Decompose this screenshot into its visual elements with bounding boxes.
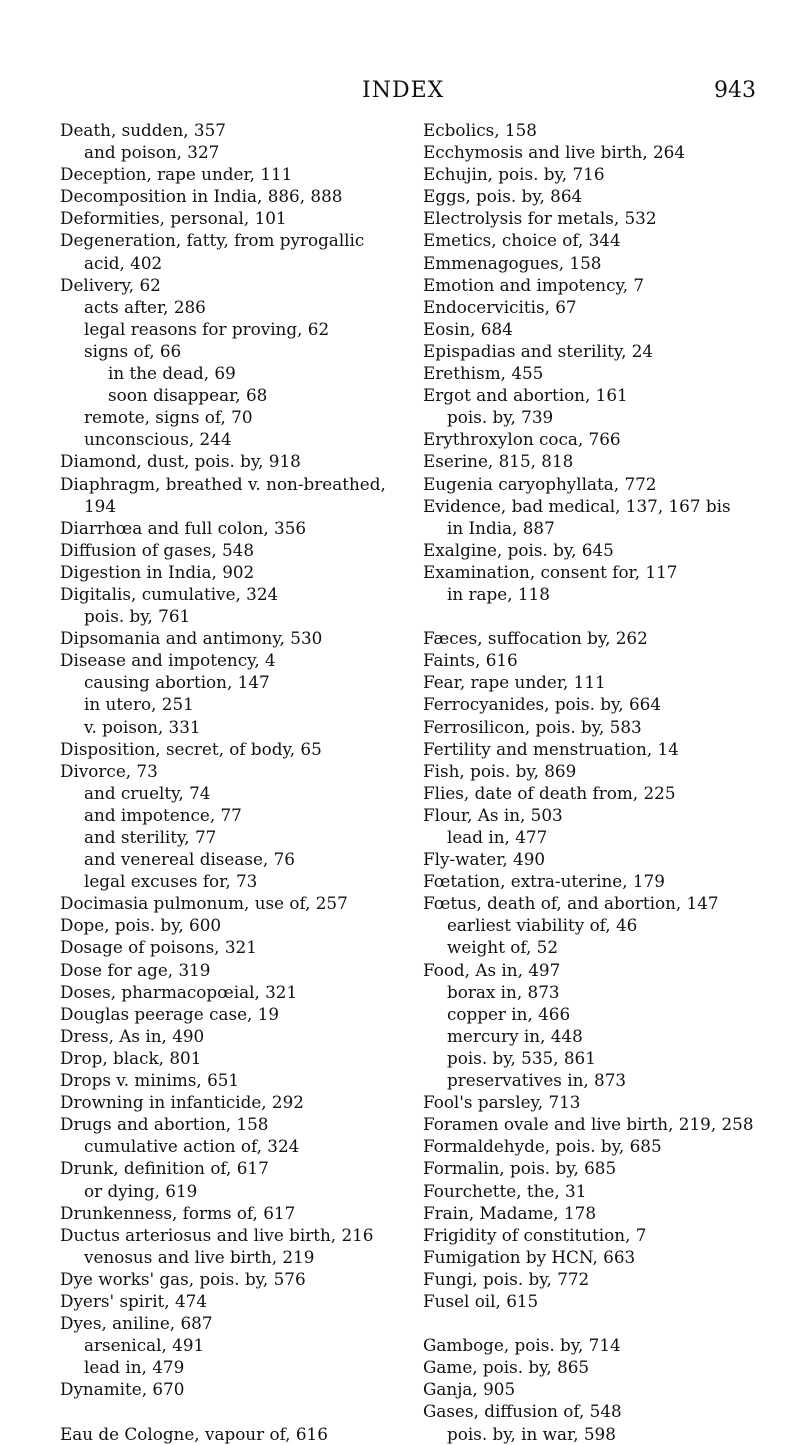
index-entry: Electrolysis for metals, 532 [423, 208, 657, 229]
index-entry: Eugenia caryophyllata, 772 [423, 473, 657, 494]
index-entry: Game, pois. by, 865 [423, 1357, 590, 1378]
index-subentry: v. poison, 331 [84, 716, 201, 737]
index-subentry: in rape, 118 [447, 583, 550, 604]
index-entry: Fœtus, death of, and abortion, 147 [423, 893, 719, 914]
index-subentry: and cruelty, 74 [84, 782, 211, 803]
index-entry: Evidence, bad medical, 137, 167 bis [423, 495, 731, 516]
index-subentry: and venereal disease, 76 [84, 849, 295, 870]
index-subentry: weight of, 52 [447, 937, 559, 958]
index-entry: Emotion and impotency, 7 [423, 274, 645, 295]
index-subentry: in utero, 251 [84, 694, 194, 715]
index-entry: Fungi, pois. by, 772 [423, 1268, 590, 1289]
index-entry: Drop, black, 801 [60, 1047, 202, 1068]
index-subentry: and sterility, 77 [84, 827, 217, 847]
index-subentry: arsenical, 491 [84, 1335, 205, 1356]
index-entry: Drops v. minims, 651 [60, 1070, 240, 1091]
index-entry: Dipsomania and antimony, 530 [60, 628, 323, 649]
index-entry: Emetics, choice of, 344 [423, 230, 621, 251]
section-gap [423, 605, 793, 627]
index-entry: Foramen ovale and live birth, 219, 258 [423, 1114, 754, 1135]
index-subentry: venosus and live birth, 219 [84, 1246, 315, 1267]
index-entry: Degeneration, fatty, from pyrogallic [60, 230, 365, 251]
index-entry: Endocervicitis, 67 [423, 296, 577, 317]
index-entry: Deformities, personal, 101 [60, 208, 287, 229]
index-entry: Dynamite, 670 [60, 1379, 185, 1400]
index-entry: Frigidity of constitution, 7 [423, 1224, 647, 1245]
index-entry: Douglas peerage case, 19 [60, 1003, 280, 1024]
index-entry: Fly-water, 490 [423, 849, 546, 870]
index-entry: Fumigation by HCN, 663 [423, 1246, 636, 1267]
index-subentry: acid, 402 [84, 252, 163, 273]
index-entry: Disposition, secret, of body, 65 [60, 738, 322, 759]
index-subentry: and impotence, 77 [84, 804, 242, 825]
index-entry: Formalin, pois. by, 685 [423, 1158, 617, 1179]
index-entry: Fear, rape under, 111 [423, 672, 606, 693]
index-subentry: causing abortion, 147 [84, 672, 270, 693]
index-entry: Formaldehyde, pois. by, 685 [423, 1136, 662, 1157]
index-entry: Digitalis, cumulative, 324 [60, 583, 279, 604]
index-entry: Drowning in infanticide, 292 [60, 1092, 304, 1113]
index-entry: Fish, pois. by, 869 [423, 760, 577, 781]
index-entry: Fæces, suffocation by, 262 [423, 628, 648, 649]
index-subentry: or dying, 619 [84, 1180, 198, 1201]
index-subentry: in the dead, 69 [108, 363, 236, 384]
index-entry: Eau de Cologne, vapour of, 616 [60, 1423, 328, 1444]
index-entry: Faints, 616 [423, 650, 518, 671]
index-entry: Dyes, aniline, 687 [60, 1313, 213, 1334]
index-entry: Examination, consent for, 117 [423, 561, 678, 582]
index-subentry: preservatives in, 873 [447, 1070, 627, 1091]
page-header [0, 78, 801, 106]
index-entry: Ergot and abortion, 161 [423, 385, 628, 406]
index-entry: Diarrhœa and full colon, 356 [60, 517, 307, 538]
index-entry: Dyers' spirit, 474 [60, 1290, 207, 1311]
index-entry: Gamboge, pois. by, 714 [423, 1335, 621, 1356]
index-subentry: in India, 887 [447, 517, 555, 538]
index-subentry: borax in, 873 [447, 981, 560, 1002]
index-entry: Ductus arteriosus and live birth, 216 [60, 1224, 374, 1245]
index-entry: Ecchymosis and live birth, 264 [423, 142, 686, 163]
index-subentry: lead in, 477 [447, 827, 548, 847]
index-subentry: legal reasons for proving, 62 [84, 318, 330, 339]
index-entry: Dose for age, 319 [60, 959, 211, 980]
index-entry: Emmenagogues, 158 [423, 252, 602, 273]
index-entry: Fourchette, the, 31 [423, 1180, 587, 1201]
index-entry: Dress, As in, 490 [60, 1025, 205, 1046]
index-entry: Drunk, definition of, 617 [60, 1158, 269, 1179]
index-column-left [60, 119, 390, 1445]
index-entry: Drunkenness, forms of, 617 [60, 1202, 296, 1223]
page-title: INDEX [362, 78, 445, 103]
index-subentry: cumulative action of, 324 [84, 1136, 300, 1157]
index-entry: Fool's parsley, 713 [423, 1092, 581, 1113]
index-entry: Frain, Madame, 178 [423, 1202, 596, 1223]
index-entry: Drugs and abortion, 158 [60, 1114, 269, 1135]
index-entry: Diamond, dust, pois. by, 918 [60, 451, 301, 472]
page-number: 943 [714, 78, 756, 103]
index-subentry: legal excuses for, 73 [84, 871, 258, 892]
index-entry: Eserine, 815, 818 [423, 451, 574, 472]
index-entry: Digestion in India, 902 [60, 561, 255, 582]
index-entry: Food, As in, 497 [423, 959, 561, 980]
index-entry: Divorce, 73 [60, 760, 158, 781]
index-subentry: copper in, 466 [447, 1003, 571, 1024]
index-entry: Flies, date of death from, 225 [423, 782, 676, 803]
index-entry: Ganja, 905 [423, 1379, 516, 1400]
index-entry: Ferrocyanides, pois. by, 664 [423, 694, 662, 715]
index-entry: Ferrosilicon, pois. by, 583 [423, 716, 642, 737]
index-subentry: pois. by, 535, 861 [447, 1047, 596, 1068]
index-subentry: earliest viability of, 46 [447, 915, 638, 936]
index-entry: Docimasia pulmonum, use of, 257 [60, 893, 348, 914]
index-entry: Doses, pharmacopœial, 321 [60, 981, 298, 1002]
index-entry: Flour, As in, 503 [423, 804, 563, 825]
index-entry: Ecbolics, 158 [423, 120, 537, 140]
section-gap [60, 1400, 390, 1422]
index-entry: Fœtation, extra-uterine, 179 [423, 871, 665, 892]
index-subentry: pois. by, in war, 598 [447, 1423, 616, 1444]
index-entry: Dosage of poisons, 321 [60, 937, 257, 958]
index-entry: Exalgine, pois. by, 645 [423, 539, 614, 560]
index-entry: Diffusion of gases, 548 [60, 539, 255, 560]
index-subentry: unconscious, 244 [84, 429, 232, 450]
index-subentry: pois. by, 739 [447, 407, 554, 428]
index-subentry: remote, signs of, 70 [84, 407, 253, 428]
index-entry: Epispadias and sterility, 24 [423, 340, 654, 361]
index-entry: Decomposition in India, 886, 888 [60, 186, 343, 207]
index-entry: Eggs, pois. by, 864 [423, 186, 583, 207]
index-entry: Disease and impotency, 4 [60, 650, 276, 671]
index-entry: Gases, diffusion of, 548 [423, 1401, 622, 1422]
index-entry: Fertility and menstruation, 14 [423, 738, 679, 759]
index-entry: Delivery, 62 [60, 274, 161, 295]
index-entry: Eosin, 684 [423, 318, 513, 339]
index-entry: Death, sudden, 357 [60, 120, 226, 140]
index-entry: Dope, pois. by, 600 [60, 915, 222, 936]
index-entry: Erythroxylon coca, 766 [423, 429, 621, 450]
index-subentry: 194 [84, 495, 117, 516]
section-gap [423, 1312, 793, 1334]
index-entry: Dye works' gas, pois. by, 576 [60, 1268, 306, 1289]
index-subentry: and poison, 327 [84, 142, 220, 163]
index-entry: Diaphragm, breathed v. non-breathed, [60, 473, 386, 494]
index-subentry: signs of, 66 [84, 340, 182, 361]
index-column-right [423, 119, 793, 1445]
index-entry: Fusel oil, 615 [423, 1290, 539, 1311]
index-entry: Erethism, 455 [423, 363, 544, 384]
index-subentry: soon disappear, 68 [108, 385, 268, 406]
index-subentry: mercury in, 448 [447, 1025, 583, 1046]
index-subentry: acts after, 286 [84, 296, 206, 317]
index-subentry: lead in, 479 [84, 1357, 185, 1378]
index-entry: Deception, rape under, 111 [60, 164, 293, 185]
index-entry: Echujin, pois. by, 716 [423, 164, 605, 185]
index-subentry: pois. by, 761 [84, 606, 191, 627]
